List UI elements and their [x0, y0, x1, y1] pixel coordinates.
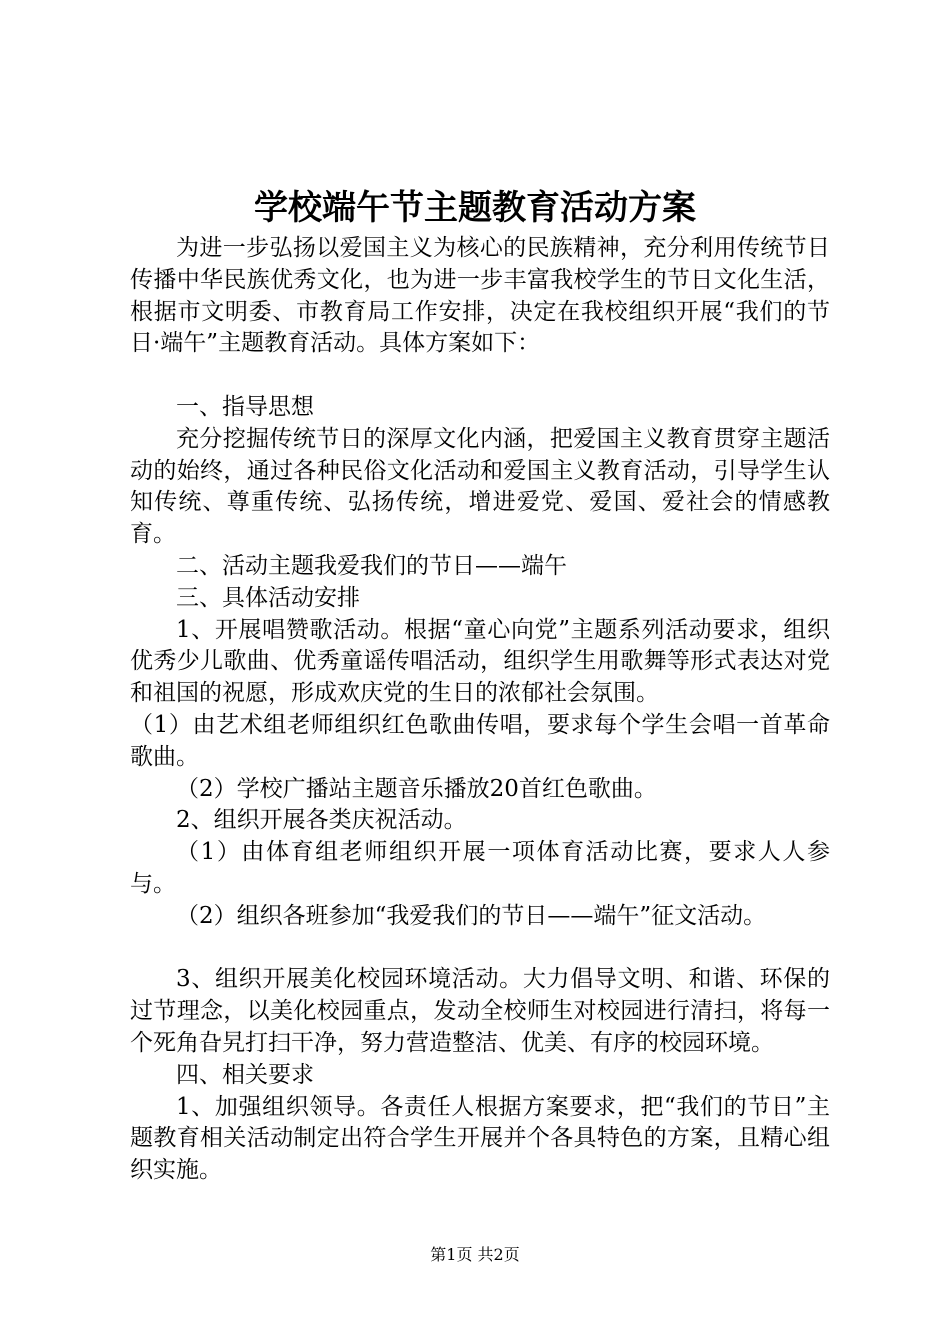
requirement-item-1: 1、加强组织领导。各责任人根据方案要求，把“我们的节日”主题教育相关活动制定出符合学生开展并个各具特色的方案，且精心组织实施。 [130, 1093, 830, 1184]
activity-item-2: 2、组织开展各类庆祝活动。 [176, 807, 467, 834]
section-heading-1: 一、指导思想 [176, 393, 314, 420]
intro-paragraph: 为进一步弘扬以爱国主义为核心的民族精神，充分利用传统节日传播中华民族优秀文化，也为进一步丰富我校学生的节日文化生活，根据市文明委、市教育局工作安排，决定在我校组织开展“我们的节日·端午”主题教育活动。具体方案如下： [130, 235, 830, 357]
section-heading-2: 二、活动主题我爱我们的节日——端午 [176, 552, 567, 579]
page-footer: 第1页 共2页 [430, 1245, 520, 1264]
document-body [130, 233, 830, 1187]
paragraph-gap [130, 360, 830, 392]
activity-item-2-2: （2）组织各班参加“我爱我们的节日——端午”征文活动。 [176, 902, 767, 929]
section-heading-4: 四、相关要求 [176, 1061, 314, 1088]
section-heading-3: 三、具体活动安排 [176, 584, 360, 611]
guiding-ideology-paragraph: 充分挖掘传统节日的深厚文化内涵，把爱国主义教育贯穿主题活动的始终，通过各种民俗文化活动和爱国主义教育活动，引导学生认知传统、尊重传统、弘扬传统，增进爱党、爱国、爱社会的情感教育。 [130, 425, 830, 548]
document-title: 学校端午节主题教育活动方案 [254, 188, 696, 228]
activity-item-1: 1、开展唱赞歌活动。根据“童心向党”主题系列活动要求，组织优秀少儿歌曲、优秀童谣传唱活动，组织学生用歌舞等形式表达对党和祖国的祝愿，形成欢庆党的生日的浓郁社会氛围。 [130, 616, 830, 707]
activity-item-1-2: （2）学校广播站主题音乐播放20首红色歌曲。 [176, 775, 657, 802]
activity-item-3: 3、组织开展美化校园环境活动。大力倡导文明、和谐、环保的过节理念，以美化校园重点，发动全校师生对校园进行清扫，将每一个死角旮旯打扫干净，努力营造整洁、优美、有序的校园环境。 [130, 966, 830, 1056]
activity-item-1-1: （1）由艺术组老师组织红色歌曲传唱，要求每个学生会唱一首革命歌曲。 [130, 711, 830, 770]
paragraph-gap [130, 933, 830, 965]
activity-item-2-1: （1）由体育组老师组织开展一项体育活动比赛，要求人人参与。 [130, 839, 830, 897]
